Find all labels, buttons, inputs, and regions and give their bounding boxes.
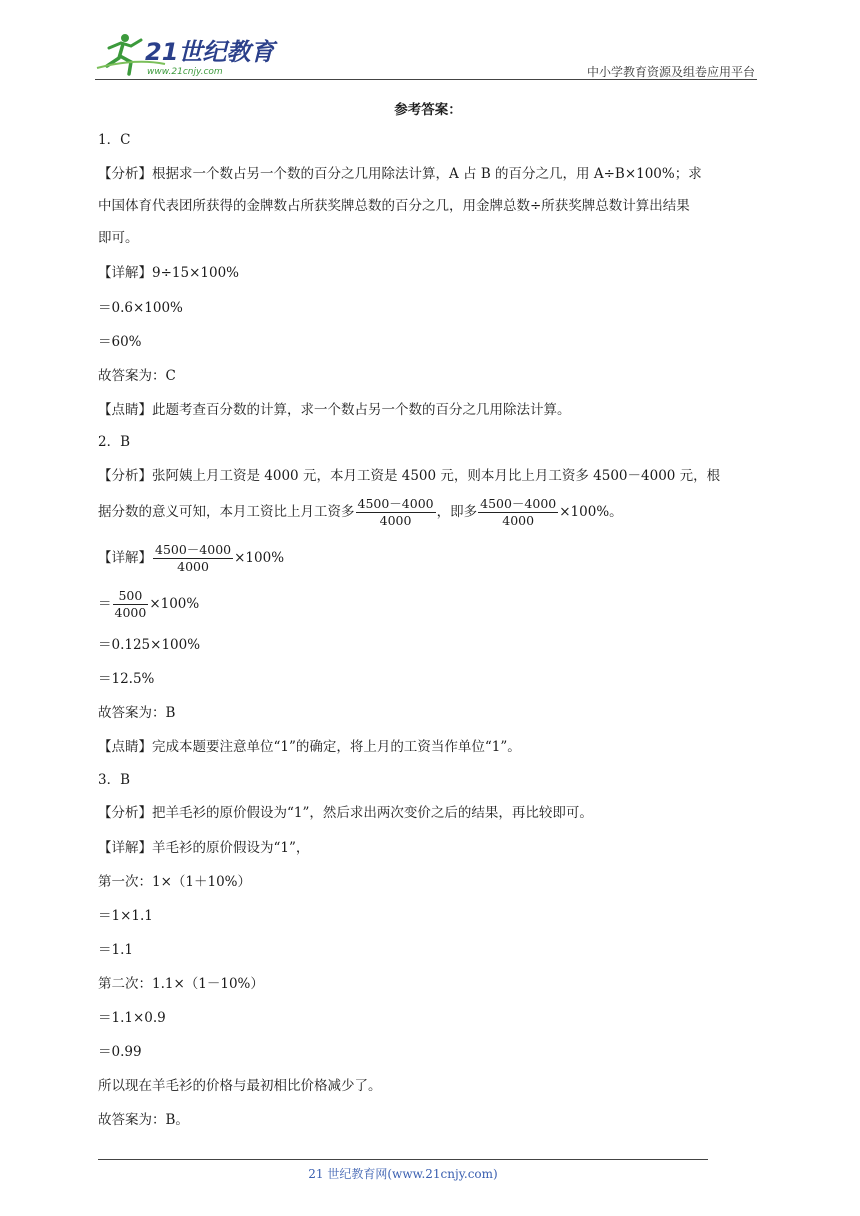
- fraction-denominator: 4000: [502, 513, 535, 528]
- q2-detail-3: ＝0.125×100%: [98, 637, 201, 653]
- footer-divider: [98, 1159, 708, 1160]
- q1-analysis-3: 即可。: [98, 230, 139, 246]
- q3-detail-5: 第二次：1.1×（1－10%）: [98, 976, 264, 992]
- q2-analysis-2b: ，即多: [436, 504, 478, 520]
- q2-number: 2．B: [98, 434, 131, 450]
- logo-21cnjy: [95, 30, 295, 78]
- platform-name: 中小学教育资源及组卷应用平台: [586, 65, 755, 79]
- page-header: [95, 30, 757, 80]
- q2-detail-1-suffix: ×100%: [234, 550, 285, 566]
- q3-detail-6: ＝1.1×0.9: [98, 1010, 166, 1026]
- q3-detail-2: 第一次：1×（1＋10%）: [98, 874, 251, 890]
- page-title: 参考答案：: [394, 102, 462, 118]
- q3-answer: 故答案为：B。: [98, 1112, 189, 1128]
- q2-analysis-1: 【分析】张阿姨上月工资是 4000 元，本月工资是 4500 元，则本月比上月工资多 4500－4000 元，根: [98, 468, 721, 484]
- q3-detail-4: ＝1.1: [98, 942, 133, 958]
- q1-detail-2: ＝0.6×100%: [98, 300, 183, 316]
- fraction-numerator: 500: [113, 588, 149, 605]
- q3-detail-3: ＝1×1.1: [98, 908, 153, 924]
- fraction: [356, 496, 436, 529]
- q2-comment: 【点睛】完成本题要注意单位“1”的确定，将上月的工资当作单位“1”。: [98, 739, 521, 755]
- q2-detail-1: [98, 542, 284, 575]
- q1-answer: 故答案为：C: [98, 368, 176, 384]
- fraction: [113, 588, 149, 621]
- q1-analysis-2: 中国体育代表团所获得的金牌数占所获奖牌总数的百分之几，用金牌总数÷所获奖牌总数计算出结果: [98, 198, 690, 214]
- fraction-numerator: 4500－4000: [480, 496, 557, 511]
- fraction-denominator: 4000: [379, 513, 412, 528]
- q1-detail-3: ＝60%: [98, 334, 142, 350]
- fraction-denominator: 4000: [177, 559, 209, 574]
- fraction-numerator: 4500－4000: [357, 496, 434, 511]
- q1-number: 1．C: [98, 132, 131, 148]
- q2-answer: 故答案为：B: [98, 705, 176, 721]
- q2-detail-prefix: 【详解】: [98, 550, 152, 566]
- q2-detail-2: [98, 588, 199, 621]
- q2-analysis-2a: 据分数的意义可知，本月工资比上月工资多: [98, 504, 355, 520]
- q3-number: 3．B: [98, 772, 131, 788]
- q3-detail-7: ＝0.99: [98, 1044, 142, 1060]
- svg-text:21世纪教育: 21世纪教育: [145, 38, 275, 66]
- q2-detail-2-prefix: ＝: [98, 596, 112, 612]
- q3-detail-1: 【详解】羊毛衫的原价假设为“1”，: [98, 840, 310, 856]
- q3-detail-8: 所以现在羊毛衫的价格与最初相比价格减少了。: [98, 1078, 382, 1094]
- fraction: [153, 542, 233, 575]
- fraction: [478, 496, 558, 529]
- svg-text:www.21cnjy.com: www.21cnjy.com: [147, 67, 223, 77]
- q1-detail-1: 【详解】9÷15×100%: [98, 265, 239, 281]
- fraction-numerator: 4500－4000: [155, 542, 232, 557]
- q2-detail-2-suffix: ×100%: [149, 596, 200, 612]
- q1-comment: 【点睛】此题考查百分数的计算，求一个数占另一个数的百分之几用除法计算。: [98, 402, 571, 418]
- q2-analysis-2c: ×100%。: [559, 504, 623, 520]
- fraction-denominator: 4000: [114, 605, 147, 620]
- q3-analysis: 【分析】把羊毛衫的原价假设为“1”，然后求出两次变价之后的结果，再比较即可。: [98, 805, 593, 821]
- q2-analysis-2: [98, 496, 623, 529]
- q2-detail-4: ＝12.5%: [98, 671, 155, 687]
- q1-analysis-1: 【分析】根据求一个数占另一个数的百分之几用除法计算，A 占 B 的百分之几，用 A÷B×100%；求: [98, 166, 702, 182]
- header-divider: [95, 79, 757, 80]
- footer-link[interactable]: 21 世纪教育网(www.21cnjy.com): [308, 1167, 498, 1181]
